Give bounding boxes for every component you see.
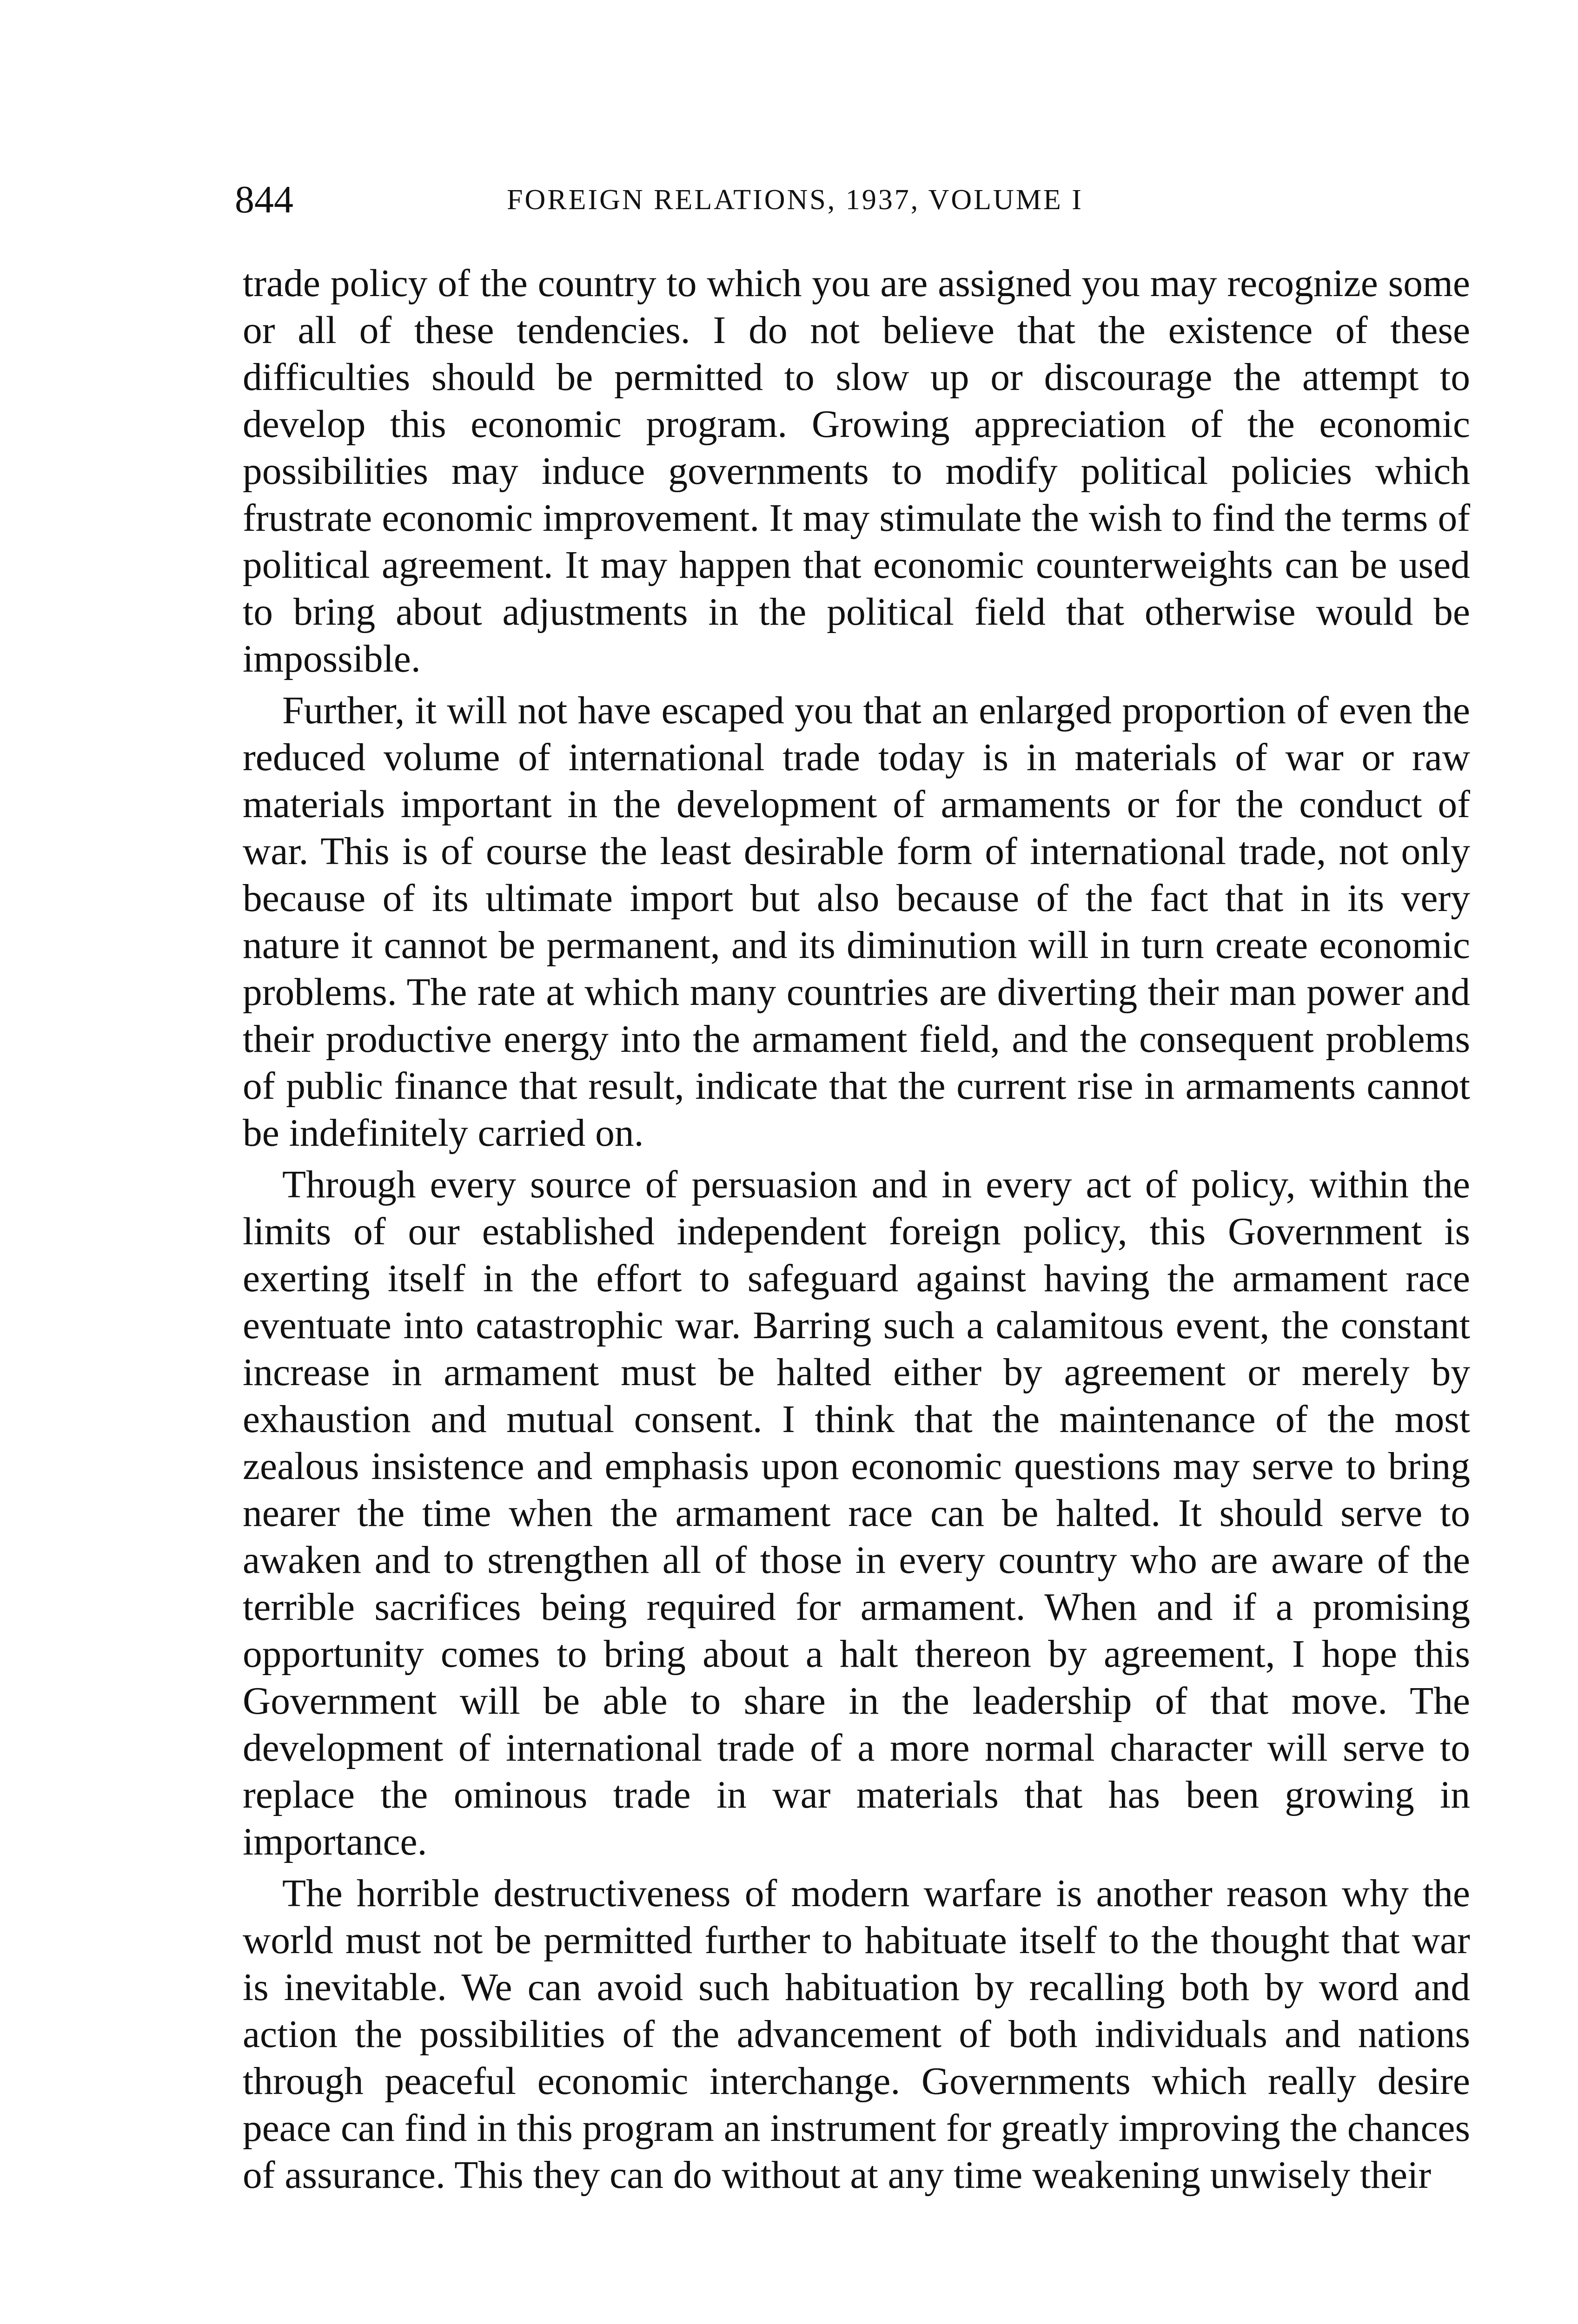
page-number: 844 [235, 178, 293, 221]
paragraph-continued: trade policy of the country to which you are assigned you may recognize some or all of these tendencies. I do not believe that the existence of these difficulties should be permitted to slow up or discourage the attempt to develop this economic program. Growing appreciation of the economic possibilities may induce governments to modify political policies which frustrate economic improvement. It may stimulate the wish to find the terms of political agreement. It may happen that economic counterweights can be used to bring about adjustments in the political field that otherwise would be impossible. [243, 262, 1470, 680]
paragraph-armament-race: Through every source of persuasion and in every act of policy, within the limits of our established independent foreign policy, this Government is exerting itself in the effort to safeguard against having the armament race eventuate into catastrophic war. Barring such a calamitous event, the constant increase in armament must be halted either by agreement or merely by exhaustion and mutual consent. I think that the maintenance of the most zealous insistence and emphasis upon economic questions may serve to bring nearer the time when the armament race can be halted. It should serve to awaken and to strengthen all of those in every country who are aware of the terrible sacrifices being required for armament. When and if a promising opportunity comes to bring about a halt thereon by agreement, I hope this Government will be able to share in the leadership of that move. The development of international trade of a more normal character will serve to replace the ominous trade in war materials that has been growing in importance. [243, 1163, 1470, 1863]
paragraph-armaments-trade: Further, it will not have escaped you that an enlarged proportion of even the reduced volume of international trade today is in materials of war or raw materials important in the development of armaments or for the conduct of war. This is of course the least desirable form of international trade, not only because of its ultimate import but also because of the fact that in its very nature it cannot be permanent, and its diminution will in turn create economic problems. The rate at which many countries are diverting their man power and their productive energy into the armament field, and the consequent problems of public finance that result, indicate that the current rise in armaments cannot be indefinitely carried on. [243, 689, 1470, 1155]
body-text [243, 260, 1470, 2204]
paragraph-modern-warfare: The horrible destructiveness of modern warfare is another reason why the world must not be permitted further to habituate itself to the thought that war is inevitable. We can avoid such habituation by recalling both by word and action the possibilities of the advancement of both individuals and nations through peaceful economic interchange. Governments which really desire peace can find in this program an instrument for greatly improving the chances of assurance. This they can do without at any time weakening unwisely their [243, 1872, 1470, 2197]
page-header [235, 174, 1474, 225]
running-title: FOREIGN RELATIONS, 1937, VOLUME I [507, 184, 1083, 216]
